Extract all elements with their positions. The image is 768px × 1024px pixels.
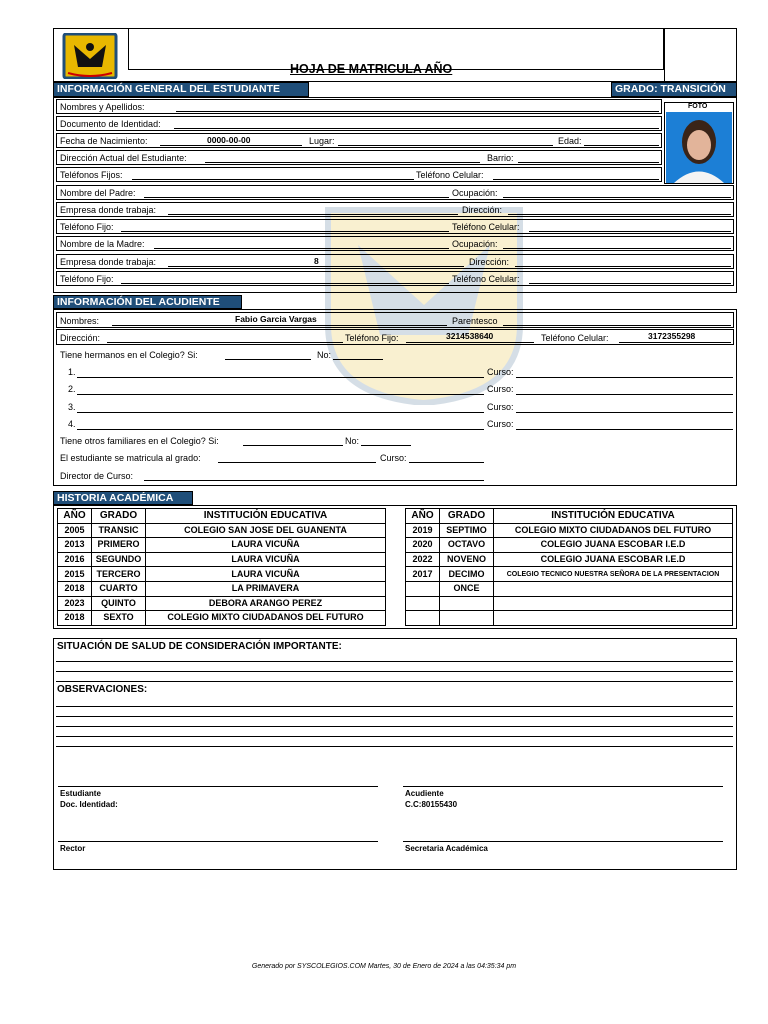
history-cell-inst: LAURA VICUÑA [146,538,386,553]
father-company-label: Empresa donde trabaja: [60,205,157,215]
history-table-right [405,508,733,626]
col-year: AÑO [406,509,440,524]
student-doc-label: Doc. Identidad: [60,800,118,809]
history-row [58,611,386,626]
phones-field[interactable] [132,179,414,180]
grade-badge: GRADO: TRANSICIÓN [611,82,737,97]
history-cell-inst: COLEGIO SAN JOSE DEL GUANENTA [146,523,386,538]
history-row [406,538,733,553]
enroll-field[interactable] [218,462,376,463]
history-cell-grade: NOVENO [440,552,494,567]
mother-name-field[interactable] [154,248,449,249]
guardian-address-label: Dirección: [60,333,101,343]
history-cell-grade [440,596,494,611]
rector-signature-line[interactable] [58,841,378,842]
history-cell-year: 2005 [58,523,92,538]
history-cell-year [406,581,440,596]
father-occupation-field[interactable] [503,197,731,198]
history-cell-inst: DEBORA ARANGO PEREZ [146,596,386,611]
birth-label: Fecha de Nacimiento: [60,136,148,146]
history-cell-grade: DECIMO [440,567,494,582]
director-label: Director de Curso: [60,471,134,481]
health-line-1[interactable] [56,661,733,662]
guardian-phone-label: Teléfono Fijo: [345,333,399,343]
secretary-signature-line[interactable] [403,841,723,842]
col-grade: GRADO [440,509,494,524]
relatives-no-label: No: [345,436,360,446]
history-row [406,567,733,582]
mother-address-field[interactable] [515,266,731,267]
observations-title: OBSERVACIONES: [57,684,148,695]
history-cell-year: 2019 [406,523,440,538]
neighborhood-label: Barrio: [487,153,514,163]
mother-phone-field[interactable] [121,283,449,284]
history-cell-inst: COLEGIO JUANA ESCOBAR I.E.D [494,538,733,553]
col-institution: INSTITUCIÓN EDUCATIVA [494,509,733,524]
history-cell-year: 2013 [58,538,92,553]
neighborhood-field[interactable] [518,162,659,163]
guardian-signature-line[interactable] [403,786,723,787]
student-photo [666,112,732,183]
history-cell-grade: SEXTO [92,611,146,626]
guardian-mobile-value: 3172355298 [648,331,696,341]
obs-line-2[interactable] [56,716,733,717]
history-cell-inst: COLEGIO MIXTO CIUDADANOS DEL FUTURO [494,523,733,538]
relatives-yes-field[interactable] [243,445,343,446]
mother-occupation-field[interactable] [503,248,731,249]
history-cell-year: 2022 [406,552,440,567]
history-cell-inst [494,581,733,596]
mother-occupation-label: Ocupación: [452,239,498,249]
footer-generated: Generado por SYSCOLEGIOS.COM Martes, 30 de Enero de 2024 a las 04:35:34 pm [251,963,517,970]
history-row [58,538,386,553]
obs-line-3[interactable] [56,726,733,727]
mother-company-value: 8 [314,256,319,266]
history-cell-inst: LAURA VICUÑA [146,552,386,567]
history-cell-year: 2023 [58,596,92,611]
history-cell-grade: CUARTO [92,581,146,596]
mother-mobile-label: Teléfono Celular: [452,274,520,284]
enroll-course-field[interactable] [409,462,484,463]
history-row [406,581,733,596]
health-frame [53,638,737,870]
col-grade: GRADO [92,509,146,524]
page-title: HOJA DE MATRICULA AÑO [290,62,453,76]
father-occupation-label: Ocupación: [452,188,498,198]
sibling-4-course-label: Curso: [487,419,514,429]
mother-mobile-field[interactable] [529,283,731,284]
col-year: AÑO [58,509,92,524]
sibling-num-2: 2. [68,384,76,394]
mother-name-label: Nombre de la Madre: [60,239,145,249]
history-cell-grade: QUINTO [92,596,146,611]
sibling-3-field[interactable] [77,412,484,413]
history-cell-grade: ONCE [440,581,494,596]
relatives-question: Tiene otros familiares en el Colegio? Si: [60,436,219,446]
phones-label: Teléfonos Fijos: [60,170,123,180]
history-cell-grade: PRIMERO [92,538,146,553]
history-cell-inst: LAURA VICUÑA [146,567,386,582]
history-cell-grade: SEPTIMO [440,523,494,538]
sibling-2-course-field[interactable] [516,394,733,395]
father-mobile-label: Teléfono Celular: [452,222,520,232]
school-crest-logo [60,33,120,79]
student-mobile-field[interactable] [493,179,659,180]
history-row [58,523,386,538]
birth-value: 0000-00-00 [207,135,251,145]
secretary-label: Secretaria Académica [405,844,488,853]
sibling-num-1: 1. [68,367,76,377]
father-address-field[interactable] [508,214,731,215]
guardian-names-value: Fabio Garcia Vargas [235,314,317,324]
names-label: Nombres y Apellidos: [60,102,145,112]
father-mobile-field[interactable] [529,231,731,232]
history-cell-grade: TRANSIC [92,523,146,538]
history-cell-grade: TERCERO [92,567,146,582]
student-signature-label: Estudiante [60,789,101,798]
sibling-2-course-label: Curso: [487,384,514,394]
relation-field[interactable] [503,325,731,326]
history-cell-inst [494,596,733,611]
father-phone-label: Teléfono Fijo: [60,222,114,232]
student-signature-line[interactable] [58,786,378,787]
history-cell-inst: COLEGIO MIXTO CIUDADANOS DEL FUTURO [146,611,386,626]
health-line-2[interactable] [56,671,733,672]
health-line-3[interactable] [56,681,733,682]
sibling-1-course-field[interactable] [516,377,733,378]
sibling-4-field[interactable] [77,429,484,430]
relatives-no-field[interactable] [361,445,411,446]
sibling-num-3: 3. [68,402,76,412]
relation-label: Parentesco [452,316,498,326]
father-name-field[interactable] [144,197,449,198]
place-field[interactable] [338,145,553,146]
history-row [406,611,733,626]
history-cell-year [406,611,440,626]
mother-address-label: Dirección: [469,257,510,267]
mother-company-label: Empresa donde trabaja: [60,257,157,267]
history-row [58,581,386,596]
sibling-1-course-label: Curso: [487,367,514,377]
history-cell-grade: OCTAVO [440,538,494,553]
sibling-num-4: 4. [68,419,76,429]
guardian-phone-field[interactable] [406,342,534,343]
sibling-4-course-field[interactable] [516,429,733,430]
address-field[interactable] [205,162,480,163]
health-title: SITUACIÓN DE SALUD DE CONSIDERACIÓN IMPORTANTE: [57,641,342,652]
history-row [58,552,386,567]
history-cell-grade [440,611,494,626]
id-field[interactable] [174,128,659,129]
history-cell-year: 2016 [58,552,92,567]
photo-label: FOTO [688,103,708,110]
history-cell-year: 2018 [58,611,92,626]
col-institution: INSTITUCIÓN EDUCATIVA [146,509,386,524]
obs-line-1[interactable] [56,706,733,707]
siblings-yes-field[interactable] [225,359,311,360]
age-field[interactable] [584,145,659,146]
place-label: Lugar: [309,136,335,146]
age-label: Edad: [558,136,582,146]
history-cell-year: 2015 [58,567,92,582]
history-cell-year: 2017 [406,567,440,582]
guardian-doc-value: C.C:80155430 [405,800,458,809]
sibling-3-course-field[interactable] [516,412,733,413]
obs-line-4[interactable] [56,736,733,737]
history-cell-grade: SEGUNDO [92,552,146,567]
history-row [58,567,386,582]
director-field[interactable] [144,480,484,481]
section-guardian-header: INFORMACIÓN DEL ACUDIENTE [53,295,242,309]
enroll-label: El estudiante se matricula al grado: [60,453,201,463]
siblings-no-label: No: [317,350,332,360]
guardian-mobile-field[interactable] [619,342,731,343]
father-address-label: Dirección: [462,205,503,215]
history-cell-inst: COLEGIO JUANA ESCOBAR I.E.D [494,552,733,567]
header-right-box [664,28,737,82]
history-cell-inst: COLEGIO TECNICO NUESTRA SEÑORA DE LA PRESENTACION [494,567,733,582]
guardian-phone-value: 3214538640 [446,331,494,341]
guardian-names-label: Nombres: [60,316,100,326]
enroll-course-label: Curso: [380,453,407,463]
history-table-left [57,508,386,626]
section-general-header: INFORMACIÓN GENERAL DEL ESTUDIANTE [53,82,309,97]
sibling-3-course-label: Curso: [487,402,514,412]
student-mobile-label: Teléfono Celular: [416,170,484,180]
history-row [58,596,386,611]
history-cell-year [406,596,440,611]
guardian-address-field[interactable] [107,342,343,343]
history-cell-inst [494,611,733,626]
names-field[interactable] [176,111,659,112]
history-cell-inst: LA PRIMAVERA [146,581,386,596]
siblings-question: Tiene hermanos en el Colegio? Si: [60,350,198,360]
guardian-mobile-label: Teléfono Celular: [541,333,609,343]
obs-line-5[interactable] [56,746,733,747]
sibling-2-field[interactable] [77,394,484,395]
history-row [406,523,733,538]
id-label: Documento de Identidad: [60,119,161,129]
address-label: Dirección Actual del Estudiante: [60,153,187,163]
father-name-label: Nombre del Padre: [60,188,136,198]
siblings-no-field[interactable] [333,359,383,360]
section-history-header: HISTORIA ACADÉMICA [53,491,193,505]
sibling-1-field[interactable] [77,377,484,378]
father-phone-field[interactable] [121,231,449,232]
history-cell-year: 2018 [58,581,92,596]
history-cell-year: 2020 [406,538,440,553]
rector-label: Rector [60,844,86,853]
guardian-names-field[interactable] [112,325,447,326]
history-row [406,596,733,611]
guardian-signature-label: Acudiente [405,789,444,798]
father-company-field[interactable] [168,214,458,215]
mother-phone-label: Teléfono Fijo: [60,274,114,284]
history-row [406,552,733,567]
